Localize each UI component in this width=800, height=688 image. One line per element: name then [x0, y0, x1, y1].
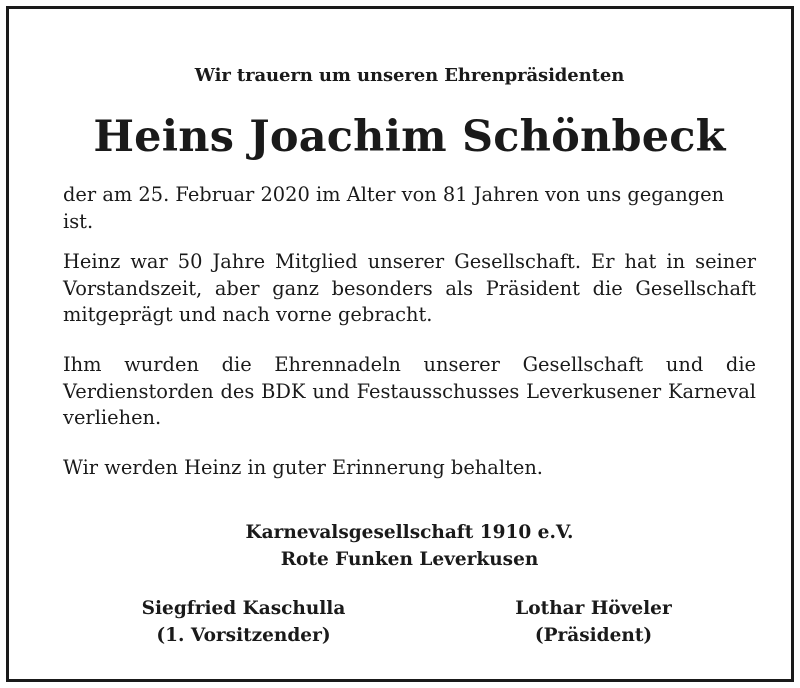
notice-border	[6, 6, 794, 682]
paragraph-date: der am 25. Februar 2020 im Alter von 81 Jahren von uns gegangen ist.	[63, 183, 725, 233]
signatory-left	[131, 595, 356, 649]
signatory-role: (1. Vorsitzender)	[156, 625, 331, 646]
paragraph-honors: Ihm wurden die Ehrennadeln unserer Gesellschaft und die Verdienstorden des BDK und Festausschusses Leverkusener Karneval verliehen.	[63, 353, 756, 430]
paragraph-membership: Heinz war 50 Jahre Mitglied unserer Gesellschaft. Er hat in seiner Vorstandszeit, aber ganz besonders als Präsident die Gesellschaft mitgeprägt und nach vorne gebracht.	[63, 250, 756, 327]
organization-block	[63, 519, 756, 573]
organization-name: Karnevalsgesellschaft 1910 e.V.	[245, 522, 574, 543]
deceased-name: Heins Joachim Schönbeck	[93, 112, 726, 162]
paragraph-remembrance: Wir werden Heinz in guter Erinnerung behalten.	[63, 456, 543, 479]
intro-line: Wir trauern um unseren Ehrenpräsidenten	[194, 65, 625, 86]
signatory-right	[481, 595, 706, 649]
signatory-name: Siegfried Kaschulla	[141, 598, 346, 619]
signatory-role: (Präsident)	[534, 625, 653, 646]
signatory-name: Lothar Höveler	[515, 598, 672, 619]
organization-subtitle: Rote Funken Leverkusen	[280, 549, 539, 570]
